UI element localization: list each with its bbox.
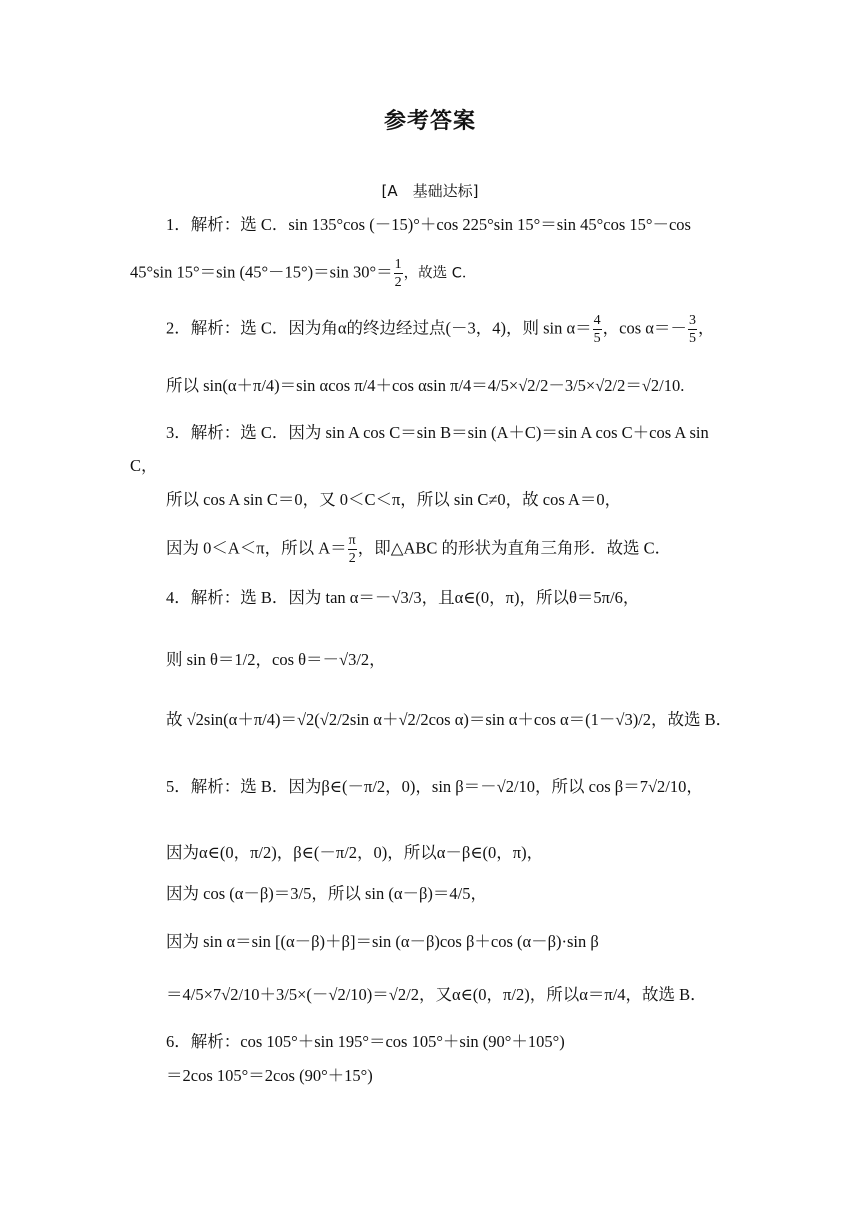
q4-line-3: 故 √2sin(α＋π/4)＝√2(√2/2sin α＋√2/2cos α)＝sin α＋cos α＝(1－√3)/2，故选 B． [166, 710, 733, 729]
q3-line-1: 3．解析：选 C．因为 sin A cos C＝sin B＝sin (A＋C)＝sin A cos C＋cos A sin [166, 423, 709, 442]
q1-line-1: 1．解析：选 C．sin 135°cos (－15)°＋cos 225°sin 15°＝sin 45°cos 15°－cos [166, 215, 691, 234]
section-heading: [A 基础达标] [381, 182, 479, 200]
q2-line-1: 2．解析：选 C．因为角α的终边经过点(－3，4)，则 sin α＝ $\frac{4}{5}$ ，cos α＝－ $\frac{3}{5}$ ， [166, 313, 715, 346]
q4-line-1: 4．解析：选 B．因为 tan α＝－√3/3，且α∈(0，π)，所以θ＝5π/6， [166, 588, 640, 607]
q6-line-2: ＝2cos 105°＝2cos (90°＋15°) [166, 1066, 373, 1085]
q5-line-2: 因为α∈(0，π/2)，β∈(－π/2，0)，所以α－β∈(0，π)， [166, 843, 544, 862]
q6-line-1: 6．解析：cos 105°＋sin 195°＝cos 105°＋sin (90°＋105°) [166, 1032, 565, 1051]
fraction: $\frac{1}{2}$ [394, 257, 402, 290]
page-title: 参考答案 [383, 109, 476, 134]
q2-line-2: 所以 sin(α＋π/4)＝sin αcos π/4＋cos αsin π/4＝4/5×√2/2－3/5×√2/2＝√2/10. [166, 376, 685, 395]
q1-line-2: 45°sin 15°＝sin (45°－15°)＝sin 30°＝ $\frac{1}{2}$ ，故选 C． [130, 257, 477, 290]
q5-line-3: 因为 cos (α－β)＝3/5，所以 sin (α－β)＝4/5， [166, 884, 487, 903]
q5-line-1: 5．解析：选 B．因为β∈(－π/2，0)，sin β＝－√2/10，所以 cos β＝7√2/10， [166, 777, 703, 796]
q3-line-3: 所以 cos A sin C＝0，又 0＜C＜π，所以 sin C≠0，故 cos A＝0， [166, 490, 622, 509]
q3-line-2: C， [130, 456, 158, 475]
q3-line-4: 因为 0＜A＜π，所以 A＝ $\frac{\pi}{2}$ ，即△ABC 的形状为直角三角形．故选 C． [166, 533, 672, 566]
q5-line-4: 因为 sin α＝sin [(α－β)＋β]＝sin (α－β)cos β＋cos (α－β)·sin β [166, 932, 599, 951]
q4-line-2: 则 sin θ＝1/2，cos θ＝－√3/2， [166, 650, 386, 669]
q5-line-5: ＝4/5×7√2/10＋3/5×(－√2/10)＝√2/2，又α∈(0，π/2)，所以α＝π/4，故选 B． [166, 985, 707, 1004]
